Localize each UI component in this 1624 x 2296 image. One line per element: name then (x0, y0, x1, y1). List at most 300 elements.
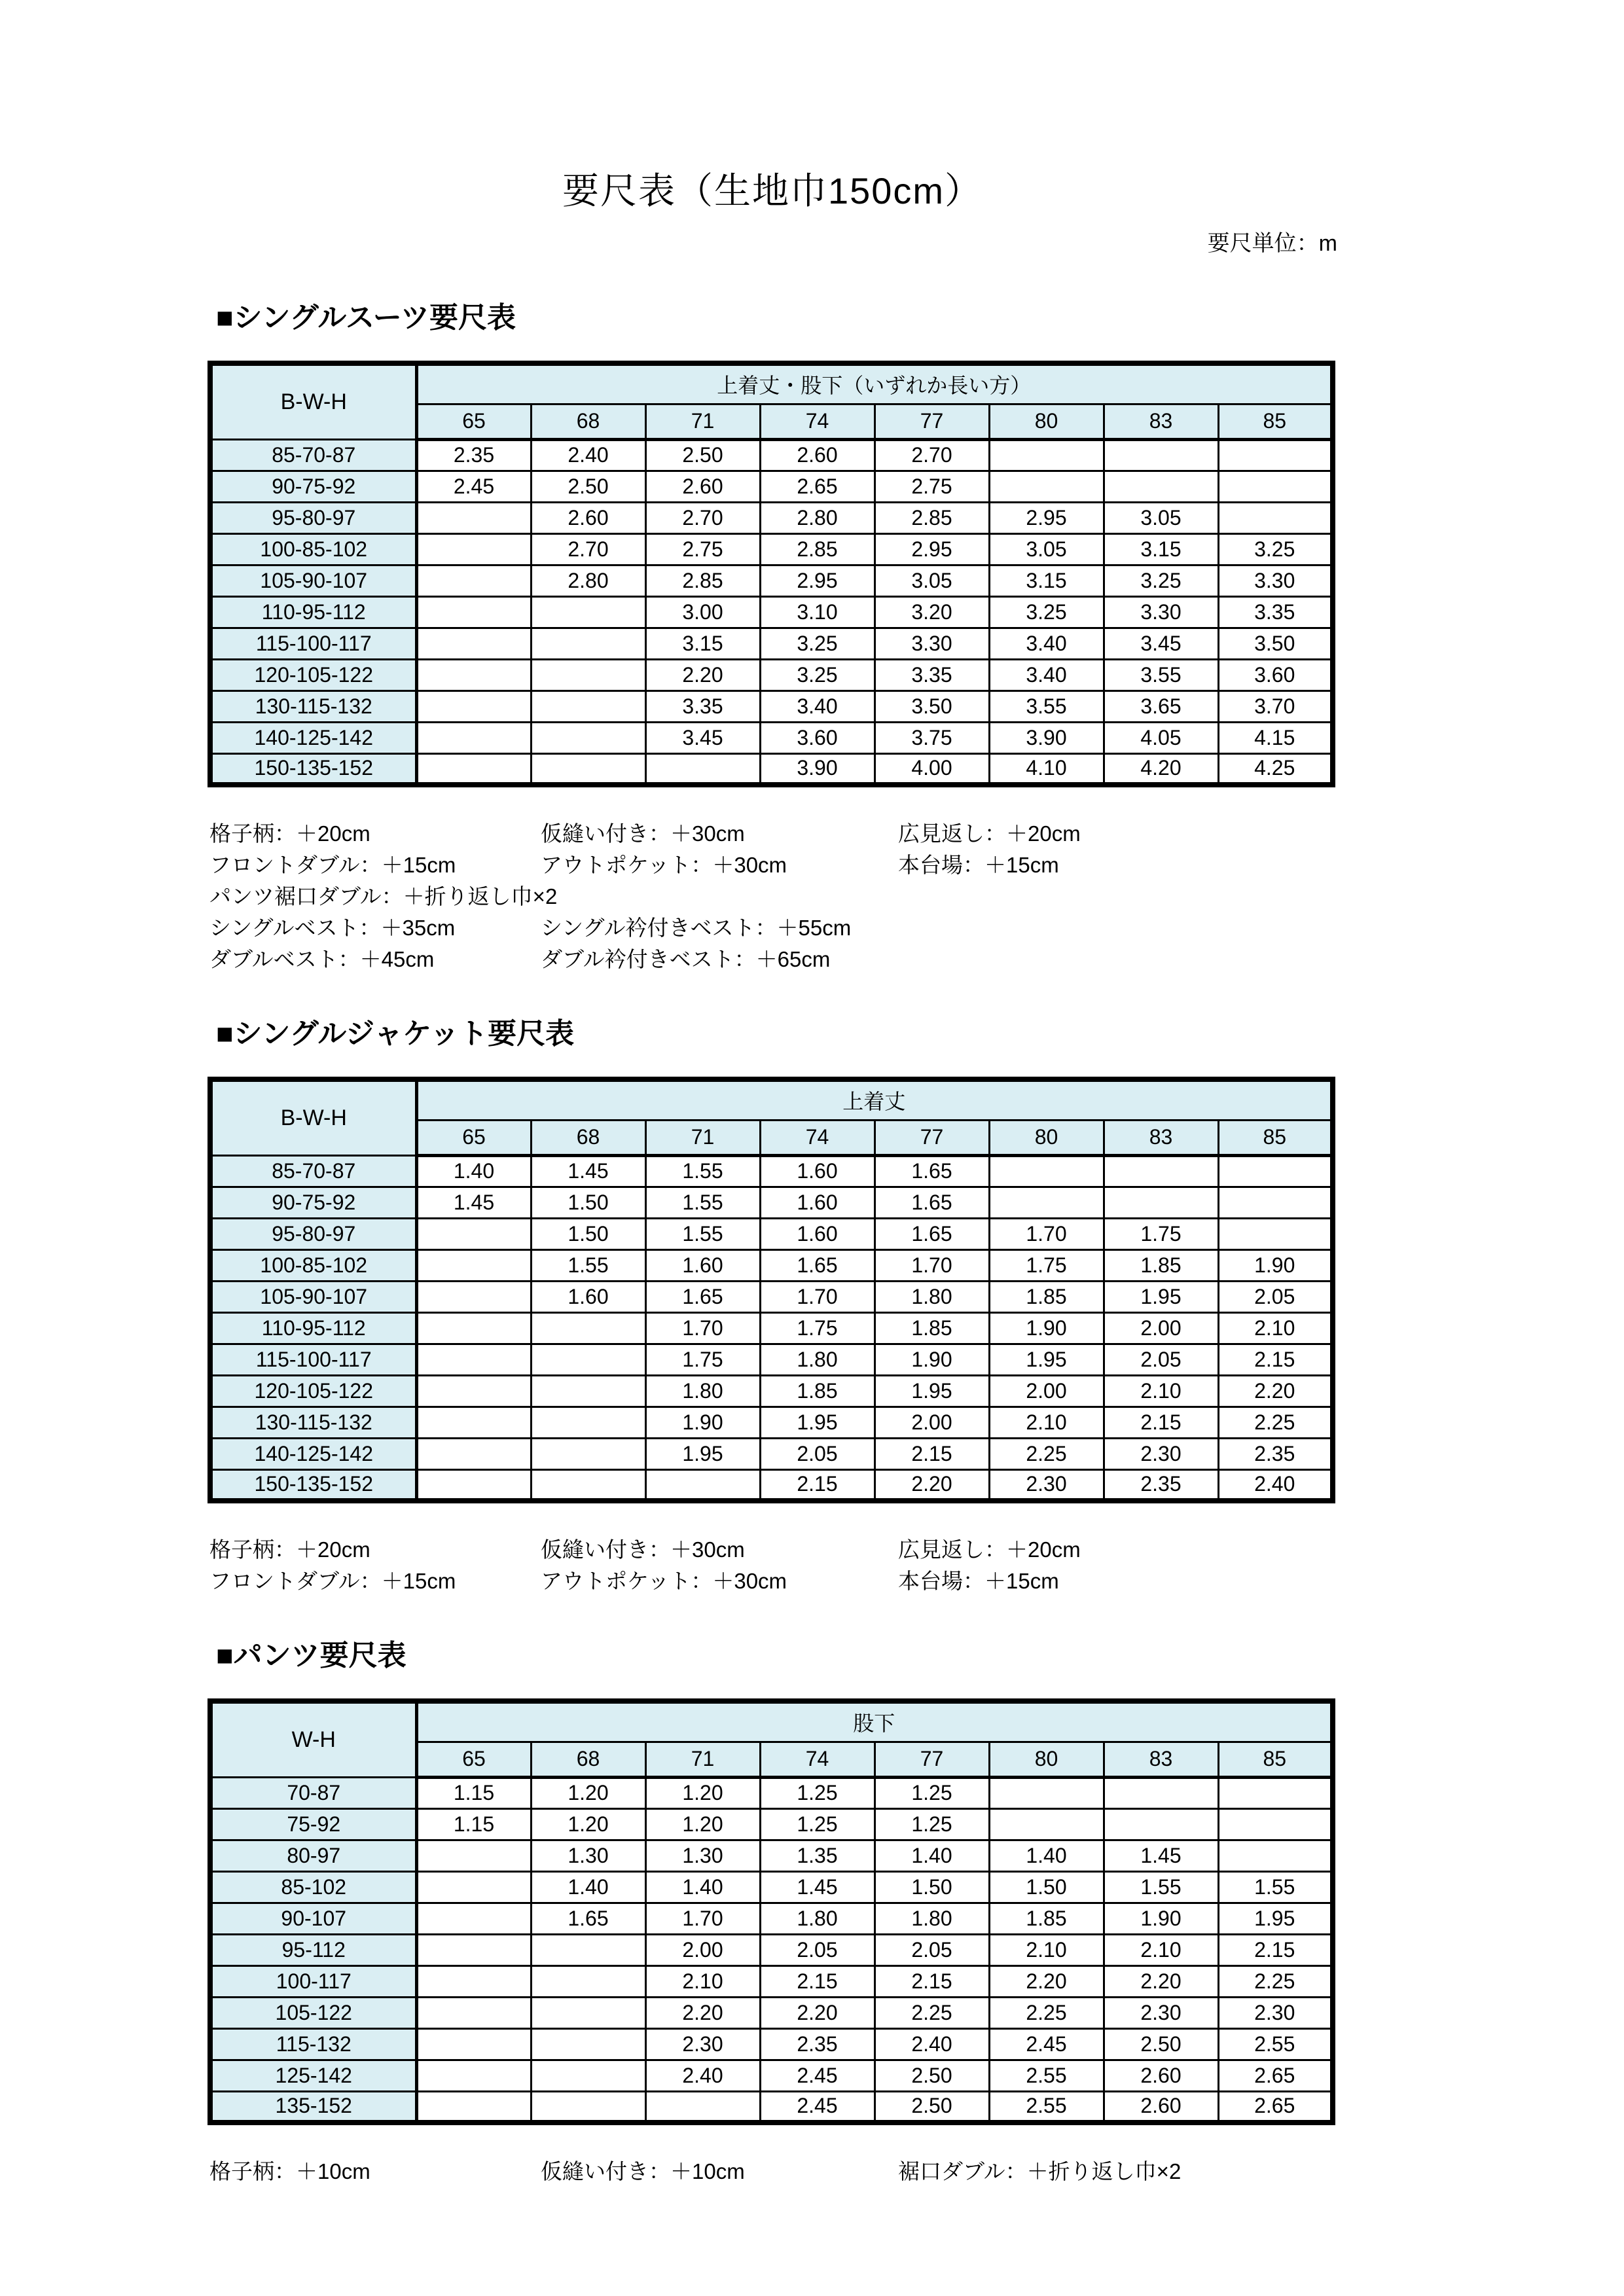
value-cell: 3.35 (1218, 596, 1333, 628)
pants-table (208, 1698, 1335, 2125)
value-cell: 1.80 (875, 1903, 989, 1934)
value-cell: 1.50 (531, 1218, 645, 1249)
value-cell: 2.60 (1104, 2060, 1218, 2091)
value-cell: 2.25 (1218, 1407, 1333, 1438)
value-cell: 1.60 (760, 1155, 875, 1187)
value-cell: 2.20 (1218, 1375, 1333, 1407)
value-cell: 2.35 (416, 439, 531, 471)
value-cell: 1.25 (760, 1777, 875, 1808)
table-row (210, 628, 1333, 659)
value-cell: 3.25 (989, 596, 1104, 628)
value-cell: 4.15 (1218, 722, 1333, 753)
value-cell: 1.50 (531, 1187, 645, 1218)
column-header-65: 65 (416, 404, 531, 439)
row-label: 115-132 (210, 2028, 416, 2060)
value-cell: 1.55 (1218, 1871, 1333, 1903)
section-single-suit (208, 294, 1337, 973)
value-cell: 2.00 (989, 1375, 1104, 1407)
value-cell: 4.00 (875, 753, 989, 785)
value-cell: 1.85 (875, 1312, 989, 1344)
value-cell (416, 596, 531, 628)
value-cell: 2.85 (875, 502, 989, 533)
value-cell (1104, 1155, 1218, 1187)
row-label: 85-70-87 (210, 1155, 416, 1187)
value-cell: 2.75 (875, 471, 989, 502)
value-cell (1104, 471, 1218, 502)
value-cell: 1.85 (1104, 1249, 1218, 1281)
value-cell: 2.30 (645, 2028, 760, 2060)
value-cell: 1.75 (989, 1249, 1104, 1281)
column-header-71: 71 (645, 1120, 760, 1155)
row-label: 120-105-122 (210, 1375, 416, 1407)
value-cell: 2.10 (989, 1407, 1104, 1438)
row-label: 100-85-102 (210, 533, 416, 565)
column-header-85: 85 (1218, 1742, 1333, 1777)
value-cell: 1.95 (875, 1375, 989, 1407)
value-cell: 2.30 (1104, 1997, 1218, 2028)
value-cell: 1.30 (531, 1840, 645, 1871)
note-item: 裾口ダブル：＋折り返し巾×2 (898, 2159, 1182, 2183)
value-cell (416, 2028, 531, 2060)
note-item: シングル衿付きベスト：＋55cm (541, 915, 852, 940)
value-cell: 1.55 (1104, 1871, 1218, 1903)
value-cell: 1.70 (645, 1903, 760, 1934)
value-cell: 1.80 (760, 1344, 875, 1375)
notes-row (209, 2154, 1337, 2185)
value-cell: 3.15 (989, 565, 1104, 596)
value-cell: 2.15 (1104, 1407, 1218, 1438)
value-cell: 3.55 (989, 691, 1104, 722)
value-cell: 3.05 (1104, 502, 1218, 533)
table-row (210, 596, 1333, 628)
notes-row (209, 848, 1337, 879)
value-cell (416, 1934, 531, 1965)
row-label: 140-125-142 (210, 1438, 416, 1469)
value-cell: 1.95 (989, 1344, 1104, 1375)
value-cell: 2.45 (760, 2060, 875, 2091)
value-cell: 1.75 (1104, 1218, 1218, 1249)
value-cell: 1.65 (875, 1155, 989, 1187)
row-label: 150-135-152 (210, 753, 416, 785)
value-cell: 1.40 (875, 1840, 989, 1871)
value-cell: 1.70 (645, 1312, 760, 1344)
notes-row (209, 1564, 1337, 1595)
value-cell: 2.05 (1104, 1344, 1218, 1375)
section-pants (208, 1632, 1337, 2185)
value-cell: 3.15 (1104, 533, 1218, 565)
note-item: 本台場：＋15cm (898, 1568, 1059, 1593)
section-single-jacket (208, 1010, 1337, 1595)
row-label: 140-125-142 (210, 722, 416, 753)
row-label: 135-152 (210, 2091, 416, 2123)
value-cell (416, 2060, 531, 2091)
row-label: 90-75-92 (210, 471, 416, 502)
value-cell: 1.90 (1104, 1903, 1218, 1934)
value-cell (989, 471, 1104, 502)
table-row (210, 439, 1333, 471)
value-cell: 2.35 (1104, 1469, 1218, 1501)
value-cell: 2.80 (760, 502, 875, 533)
value-cell (416, 502, 531, 533)
value-cell: 3.10 (760, 596, 875, 628)
value-cell: 4.20 (1104, 753, 1218, 785)
unit-note: 要尺単位：m (1207, 231, 1337, 256)
value-cell: 1.45 (416, 1187, 531, 1218)
row-label: 105-90-107 (210, 1281, 416, 1312)
value-cell: 2.20 (989, 1965, 1104, 1997)
value-cell: 2.30 (1104, 1438, 1218, 1469)
value-cell: 3.40 (760, 691, 875, 722)
note-item: 格子柄：＋20cm (209, 821, 370, 846)
note-item: 仮縫い付き：＋10cm (541, 2159, 745, 2183)
value-cell: 1.65 (760, 1249, 875, 1281)
column-header-83: 83 (1104, 404, 1218, 439)
value-cell: 3.40 (989, 628, 1104, 659)
value-cell (416, 753, 531, 785)
row-label: 105-122 (210, 1997, 416, 2028)
value-cell: 1.85 (760, 1375, 875, 1407)
value-cell: 2.10 (989, 1934, 1104, 1965)
value-cell: 2.45 (416, 471, 531, 502)
value-cell: 2.60 (531, 502, 645, 533)
value-cell: 3.15 (645, 628, 760, 659)
value-cell (416, 722, 531, 753)
value-cell: 1.50 (989, 1871, 1104, 1903)
section-heading-single-suit: ■シングルスーツ要尺表 (216, 302, 516, 334)
table-row (210, 1281, 1333, 1312)
row-label: 100-117 (210, 1965, 416, 1997)
value-cell: 3.55 (1104, 659, 1218, 691)
value-cell: 1.85 (989, 1281, 1104, 1312)
value-cell: 2.30 (989, 1469, 1104, 1501)
value-cell: 2.20 (645, 1997, 760, 2028)
value-cell: 1.60 (760, 1218, 875, 1249)
value-cell (416, 1469, 531, 1501)
value-cell: 2.15 (875, 1965, 989, 1997)
value-cell: 2.35 (760, 2028, 875, 2060)
value-cell (531, 1469, 645, 1501)
value-cell: 1.60 (531, 1281, 645, 1312)
value-cell (531, 722, 645, 753)
table-row (210, 471, 1333, 502)
value-cell: 3.25 (760, 659, 875, 691)
value-cell: 1.95 (1104, 1281, 1218, 1312)
value-cell: 2.10 (645, 1965, 760, 1997)
table-row (210, 753, 1333, 785)
value-cell: 2.20 (875, 1469, 989, 1501)
value-cell (416, 2091, 531, 2123)
value-cell (416, 1281, 531, 1312)
value-cell: 2.25 (875, 1997, 989, 2028)
value-cell (531, 596, 645, 628)
value-cell: 1.20 (531, 1808, 645, 1840)
value-cell: 2.45 (760, 2091, 875, 2123)
value-cell: 1.65 (875, 1218, 989, 1249)
value-cell: 2.10 (1218, 1312, 1333, 1344)
sections-container (208, 294, 1337, 2185)
notes-single-jacket (209, 1532, 1337, 1595)
note-item: パンツ裾口ダブル：＋折り返し巾×2 (209, 884, 558, 908)
notes-row (209, 1532, 1337, 1564)
value-cell: 3.40 (989, 659, 1104, 691)
value-cell (1218, 502, 1333, 533)
value-cell: 3.35 (645, 691, 760, 722)
value-cell: 1.80 (875, 1281, 989, 1312)
column-header-80: 80 (989, 404, 1104, 439)
notes-pants (209, 2154, 1337, 2185)
value-cell (1104, 439, 1218, 471)
value-cell: 2.70 (875, 439, 989, 471)
value-cell (1218, 1840, 1333, 1871)
notes-single-suit (209, 816, 1337, 973)
page-title: 要尺表（生地巾150cm） (562, 170, 983, 211)
value-cell (1104, 1187, 1218, 1218)
column-header-65: 65 (416, 1120, 531, 1155)
table-row (210, 1187, 1333, 1218)
value-cell: 1.85 (989, 1903, 1104, 1934)
value-cell: 1.50 (875, 1871, 989, 1903)
column-header-80: 80 (989, 1120, 1104, 1155)
column-header-74: 74 (760, 1120, 875, 1155)
row-label: 130-115-132 (210, 1407, 416, 1438)
single-suit-table (208, 361, 1335, 787)
row-label: 90-75-92 (210, 1187, 416, 1218)
column-header-68: 68 (531, 1120, 645, 1155)
value-cell (531, 1407, 645, 1438)
row-label: 120-105-122 (210, 659, 416, 691)
value-cell: 2.60 (760, 439, 875, 471)
value-cell (1218, 1155, 1333, 1187)
row-label: 125-142 (210, 2060, 416, 2091)
table-row (210, 2028, 1333, 2060)
row-label: 75-92 (210, 1808, 416, 1840)
value-cell (1104, 1808, 1218, 1840)
row-label: 130-115-132 (210, 691, 416, 722)
value-cell: 1.95 (645, 1438, 760, 1469)
measure-span-header: 上着丈 (416, 1079, 1333, 1120)
value-cell: 3.25 (1104, 565, 1218, 596)
column-header-77: 77 (875, 404, 989, 439)
value-cell: 2.35 (1218, 1438, 1333, 1469)
value-cell: 3.25 (1218, 533, 1333, 565)
table-row (210, 1438, 1333, 1469)
value-cell (416, 1344, 531, 1375)
note-item: ダブルベスト：＋45cm (209, 946, 435, 971)
value-cell: 1.25 (875, 1808, 989, 1840)
notes-row (209, 942, 1337, 973)
value-cell: 4.25 (1218, 753, 1333, 785)
value-cell: 1.55 (645, 1155, 760, 1187)
value-cell (416, 1997, 531, 2028)
value-cell (416, 691, 531, 722)
value-cell (1104, 1777, 1218, 1808)
row-label: 85-102 (210, 1871, 416, 1903)
row-label: 115-100-117 (210, 1344, 416, 1375)
table-row (210, 2060, 1333, 2091)
value-cell: 3.00 (645, 596, 760, 628)
table-row (210, 1840, 1333, 1871)
value-cell: 2.75 (645, 533, 760, 565)
value-cell: 3.30 (1218, 565, 1333, 596)
value-cell: 1.70 (875, 1249, 989, 1281)
value-cell: 2.00 (1104, 1312, 1218, 1344)
value-cell: 1.45 (760, 1871, 875, 1903)
value-cell: 2.05 (760, 1934, 875, 1965)
value-cell: 1.95 (760, 1407, 875, 1438)
value-cell (416, 1903, 531, 1934)
value-cell (531, 753, 645, 785)
value-cell (416, 1871, 531, 1903)
value-cell: 1.20 (645, 1808, 760, 1840)
value-cell: 3.50 (1218, 628, 1333, 659)
document-page (208, 0, 1337, 2185)
value-cell: 2.20 (1104, 1965, 1218, 1997)
value-cell: 1.75 (760, 1312, 875, 1344)
measure-span-header: 股下 (416, 1701, 1333, 1742)
value-cell (645, 753, 760, 785)
value-cell (416, 1407, 531, 1438)
table-row (210, 1218, 1333, 1249)
value-cell (1218, 1187, 1333, 1218)
table-row (210, 1155, 1333, 1187)
value-cell: 2.15 (875, 1438, 989, 1469)
value-cell: 2.55 (989, 2060, 1104, 2091)
value-cell: 1.90 (645, 1407, 760, 1438)
value-cell: 2.05 (1218, 1281, 1333, 1312)
value-cell: 2.80 (531, 565, 645, 596)
value-cell: 1.45 (1104, 1840, 1218, 1871)
value-cell: 3.90 (989, 722, 1104, 753)
value-cell (1218, 1218, 1333, 1249)
value-cell: 1.60 (645, 1249, 760, 1281)
value-cell: 4.10 (989, 753, 1104, 785)
value-cell: 1.70 (760, 1281, 875, 1312)
column-header-83: 83 (1104, 1120, 1218, 1155)
table-row (210, 2091, 1333, 2123)
value-cell: 1.25 (760, 1808, 875, 1840)
value-cell: 1.80 (645, 1375, 760, 1407)
note-item: 広見返し：＋20cm (898, 821, 1081, 846)
value-cell (531, 2028, 645, 2060)
value-cell (531, 2091, 645, 2123)
table-row (210, 1997, 1333, 2028)
value-cell: 3.20 (875, 596, 989, 628)
value-cell: 2.50 (1104, 2028, 1218, 2060)
value-cell: 2.55 (989, 2091, 1104, 2123)
column-header-77: 77 (875, 1120, 989, 1155)
section-heading-single-jacket: ■シングルジャケット要尺表 (216, 1018, 575, 1050)
value-cell (416, 628, 531, 659)
value-cell: 1.40 (416, 1155, 531, 1187)
value-cell (416, 1312, 531, 1344)
row-label: 110-95-112 (210, 596, 416, 628)
value-cell: 3.35 (875, 659, 989, 691)
table-row (210, 691, 1333, 722)
value-cell: 3.60 (760, 722, 875, 753)
value-cell (1218, 1808, 1333, 1840)
column-header-77: 77 (875, 1742, 989, 1777)
value-cell (1218, 439, 1333, 471)
table-row (210, 533, 1333, 565)
value-cell (416, 1840, 531, 1871)
value-cell: 1.20 (645, 1777, 760, 1808)
value-cell: 2.65 (1218, 2060, 1333, 2091)
column-header-80: 80 (989, 1742, 1104, 1777)
note-item: シングルベスト：＋35cm (209, 915, 456, 940)
value-cell: 2.70 (531, 533, 645, 565)
value-cell: 2.95 (760, 565, 875, 596)
value-cell (989, 1155, 1104, 1187)
row-label: 110-95-112 (210, 1312, 416, 1344)
value-cell: 2.40 (1218, 1469, 1333, 1501)
value-cell: 1.90 (989, 1312, 1104, 1344)
table-row (210, 722, 1333, 753)
value-cell: 2.10 (1104, 1934, 1218, 1965)
row-header-label: B-W-H (210, 1079, 416, 1155)
value-cell: 1.40 (989, 1840, 1104, 1871)
value-cell: 1.25 (875, 1777, 989, 1808)
row-label: 105-90-107 (210, 565, 416, 596)
value-cell (989, 1777, 1104, 1808)
value-cell: 2.40 (645, 2060, 760, 2091)
value-cell (1218, 471, 1333, 502)
value-cell: 2.15 (1218, 1934, 1333, 1965)
note-item: 仮縫い付き：＋30cm (541, 821, 745, 846)
note-item: フロントダブル：＋15cm (209, 852, 456, 877)
column-header-68: 68 (531, 404, 645, 439)
value-cell: 2.50 (531, 471, 645, 502)
value-cell: 1.90 (875, 1344, 989, 1375)
row-label: 95-80-97 (210, 502, 416, 533)
value-cell: 1.55 (645, 1218, 760, 1249)
value-cell: 2.15 (1218, 1344, 1333, 1375)
value-cell: 2.50 (875, 2091, 989, 2123)
value-cell: 2.95 (875, 533, 989, 565)
column-header-71: 71 (645, 404, 760, 439)
value-cell (416, 1965, 531, 1997)
value-cell: 2.00 (875, 1407, 989, 1438)
value-cell: 2.45 (989, 2028, 1104, 2060)
value-cell: 3.45 (645, 722, 760, 753)
value-cell: 2.10 (1104, 1375, 1218, 1407)
table-row (210, 1344, 1333, 1375)
table-row (210, 565, 1333, 596)
value-cell: 1.95 (1218, 1903, 1333, 1934)
note-item: アウトポケット：＋30cm (541, 852, 787, 877)
column-header-71: 71 (645, 1742, 760, 1777)
table-row (210, 1808, 1333, 1840)
note-item: 格子柄：＋10cm (209, 2159, 370, 2183)
table-row (210, 1934, 1333, 1965)
table-row (210, 659, 1333, 691)
row-header-label: B-W-H (210, 363, 416, 439)
value-cell (531, 2060, 645, 2091)
row-label: 90-107 (210, 1903, 416, 1934)
value-cell (531, 1965, 645, 1997)
value-cell: 3.05 (875, 565, 989, 596)
value-cell: 2.15 (760, 1469, 875, 1501)
value-cell: 2.55 (1218, 2028, 1333, 2060)
value-cell: 2.30 (1218, 1997, 1333, 2028)
section-heading-pants: ■パンツ要尺表 (216, 1640, 406, 1672)
single-jacket-table (208, 1077, 1335, 1503)
value-cell: 1.45 (531, 1155, 645, 1187)
value-cell: 1.65 (531, 1903, 645, 1934)
table-row (210, 1312, 1333, 1344)
note-item: 本台場：＋15cm (898, 852, 1059, 877)
value-cell: 3.05 (989, 533, 1104, 565)
column-header-74: 74 (760, 1742, 875, 1777)
